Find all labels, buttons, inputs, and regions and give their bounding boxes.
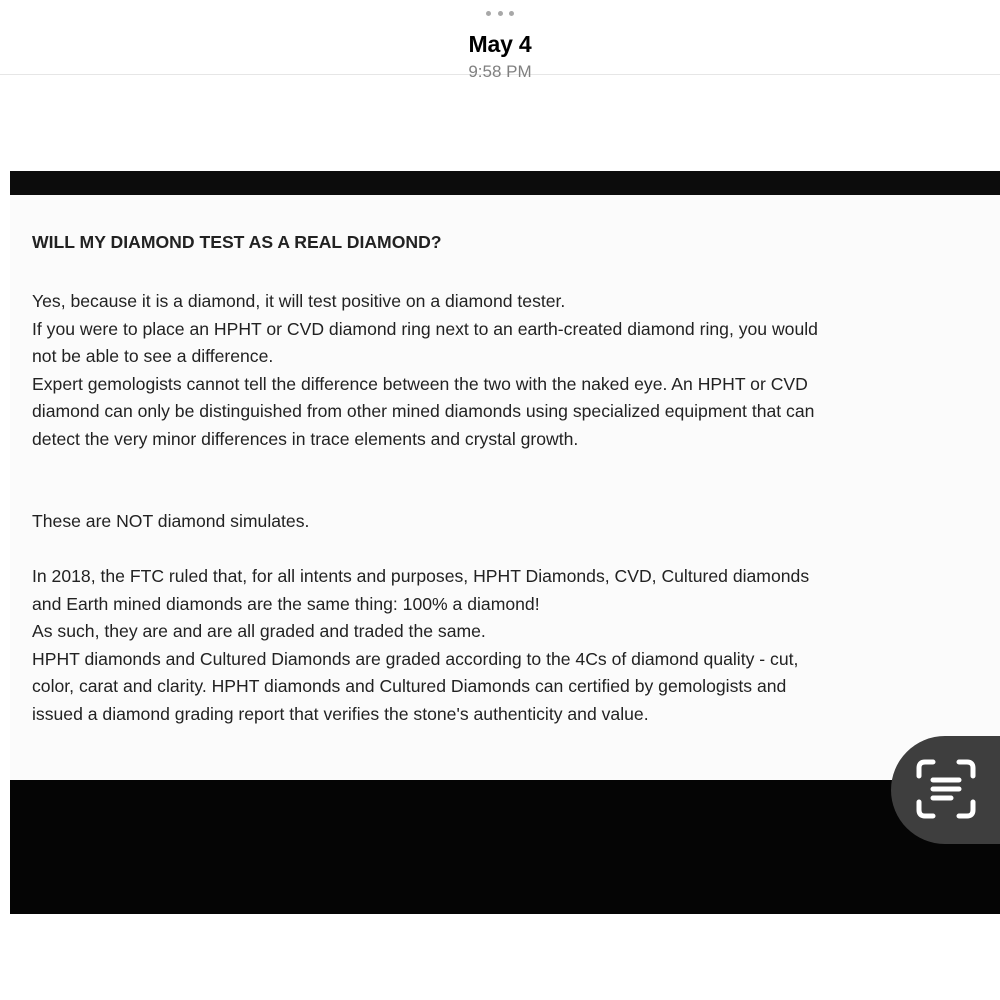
text-line: and Earth mined diamonds are the same thing: 100% a diamond! <box>32 593 540 614</box>
text-line: color, carat and clarity. HPHT diamonds and Cultured Diamonds can certified by gemologists and <box>32 676 787 696</box>
text-line: HPHT diamonds and Cultured Diamonds are graded according to the 4Cs of diamond quality - cut, <box>32 648 799 669</box>
text-line: diamond can only be distinguished from other mined diamonds using specialized equipment that can <box>32 401 815 421</box>
text-line: not be able to see a difference. <box>32 346 274 366</box>
photo-date: May 4 <box>468 31 532 57</box>
photo-header <box>0 0 1000 81</box>
photo-time: 9:58 PM <box>468 62 532 81</box>
text-line: If you were to place an HPHT or CVD diamond ring next to an earth-created diamond ring, you would <box>32 318 818 339</box>
ellipsis-icon[interactable] <box>486 8 514 18</box>
text-line: As such, they are and are all graded and traded the same. <box>32 621 486 641</box>
screenshot-top-black-bar <box>10 171 1000 195</box>
paragraph-diamond-tester <box>32 288 1000 453</box>
live-text-button[interactable] <box>891 736 1000 844</box>
paragraph-ftc-ruling <box>32 563 1000 728</box>
text-line: issued a diamond grading report that verifies the stone's authenticity and value. <box>32 703 649 724</box>
text-line: Expert gemologists cannot tell the difference between the two with the naked eye. An HPHT or CVD <box>32 373 808 394</box>
live-text-icon <box>915 758 977 820</box>
text-line: These are NOT diamond simulates. <box>32 511 310 531</box>
paragraph-not-simulates <box>32 508 1000 536</box>
text-line: detect the very minor differences in trace elements and crystal growth. <box>32 428 579 449</box>
text-line: Yes, because it is a diamond, it will test positive on a diamond tester. <box>32 291 566 311</box>
screenshot-bottom-black-bar <box>10 780 1000 914</box>
text-line: In 2018, the FTC ruled that, for all intents and purposes, HPHT Diamonds, CVD, Cultured diamonds <box>32 566 810 586</box>
document-heading: WILL MY DIAMOND TEST AS A REAL DIAMOND? <box>32 232 442 252</box>
